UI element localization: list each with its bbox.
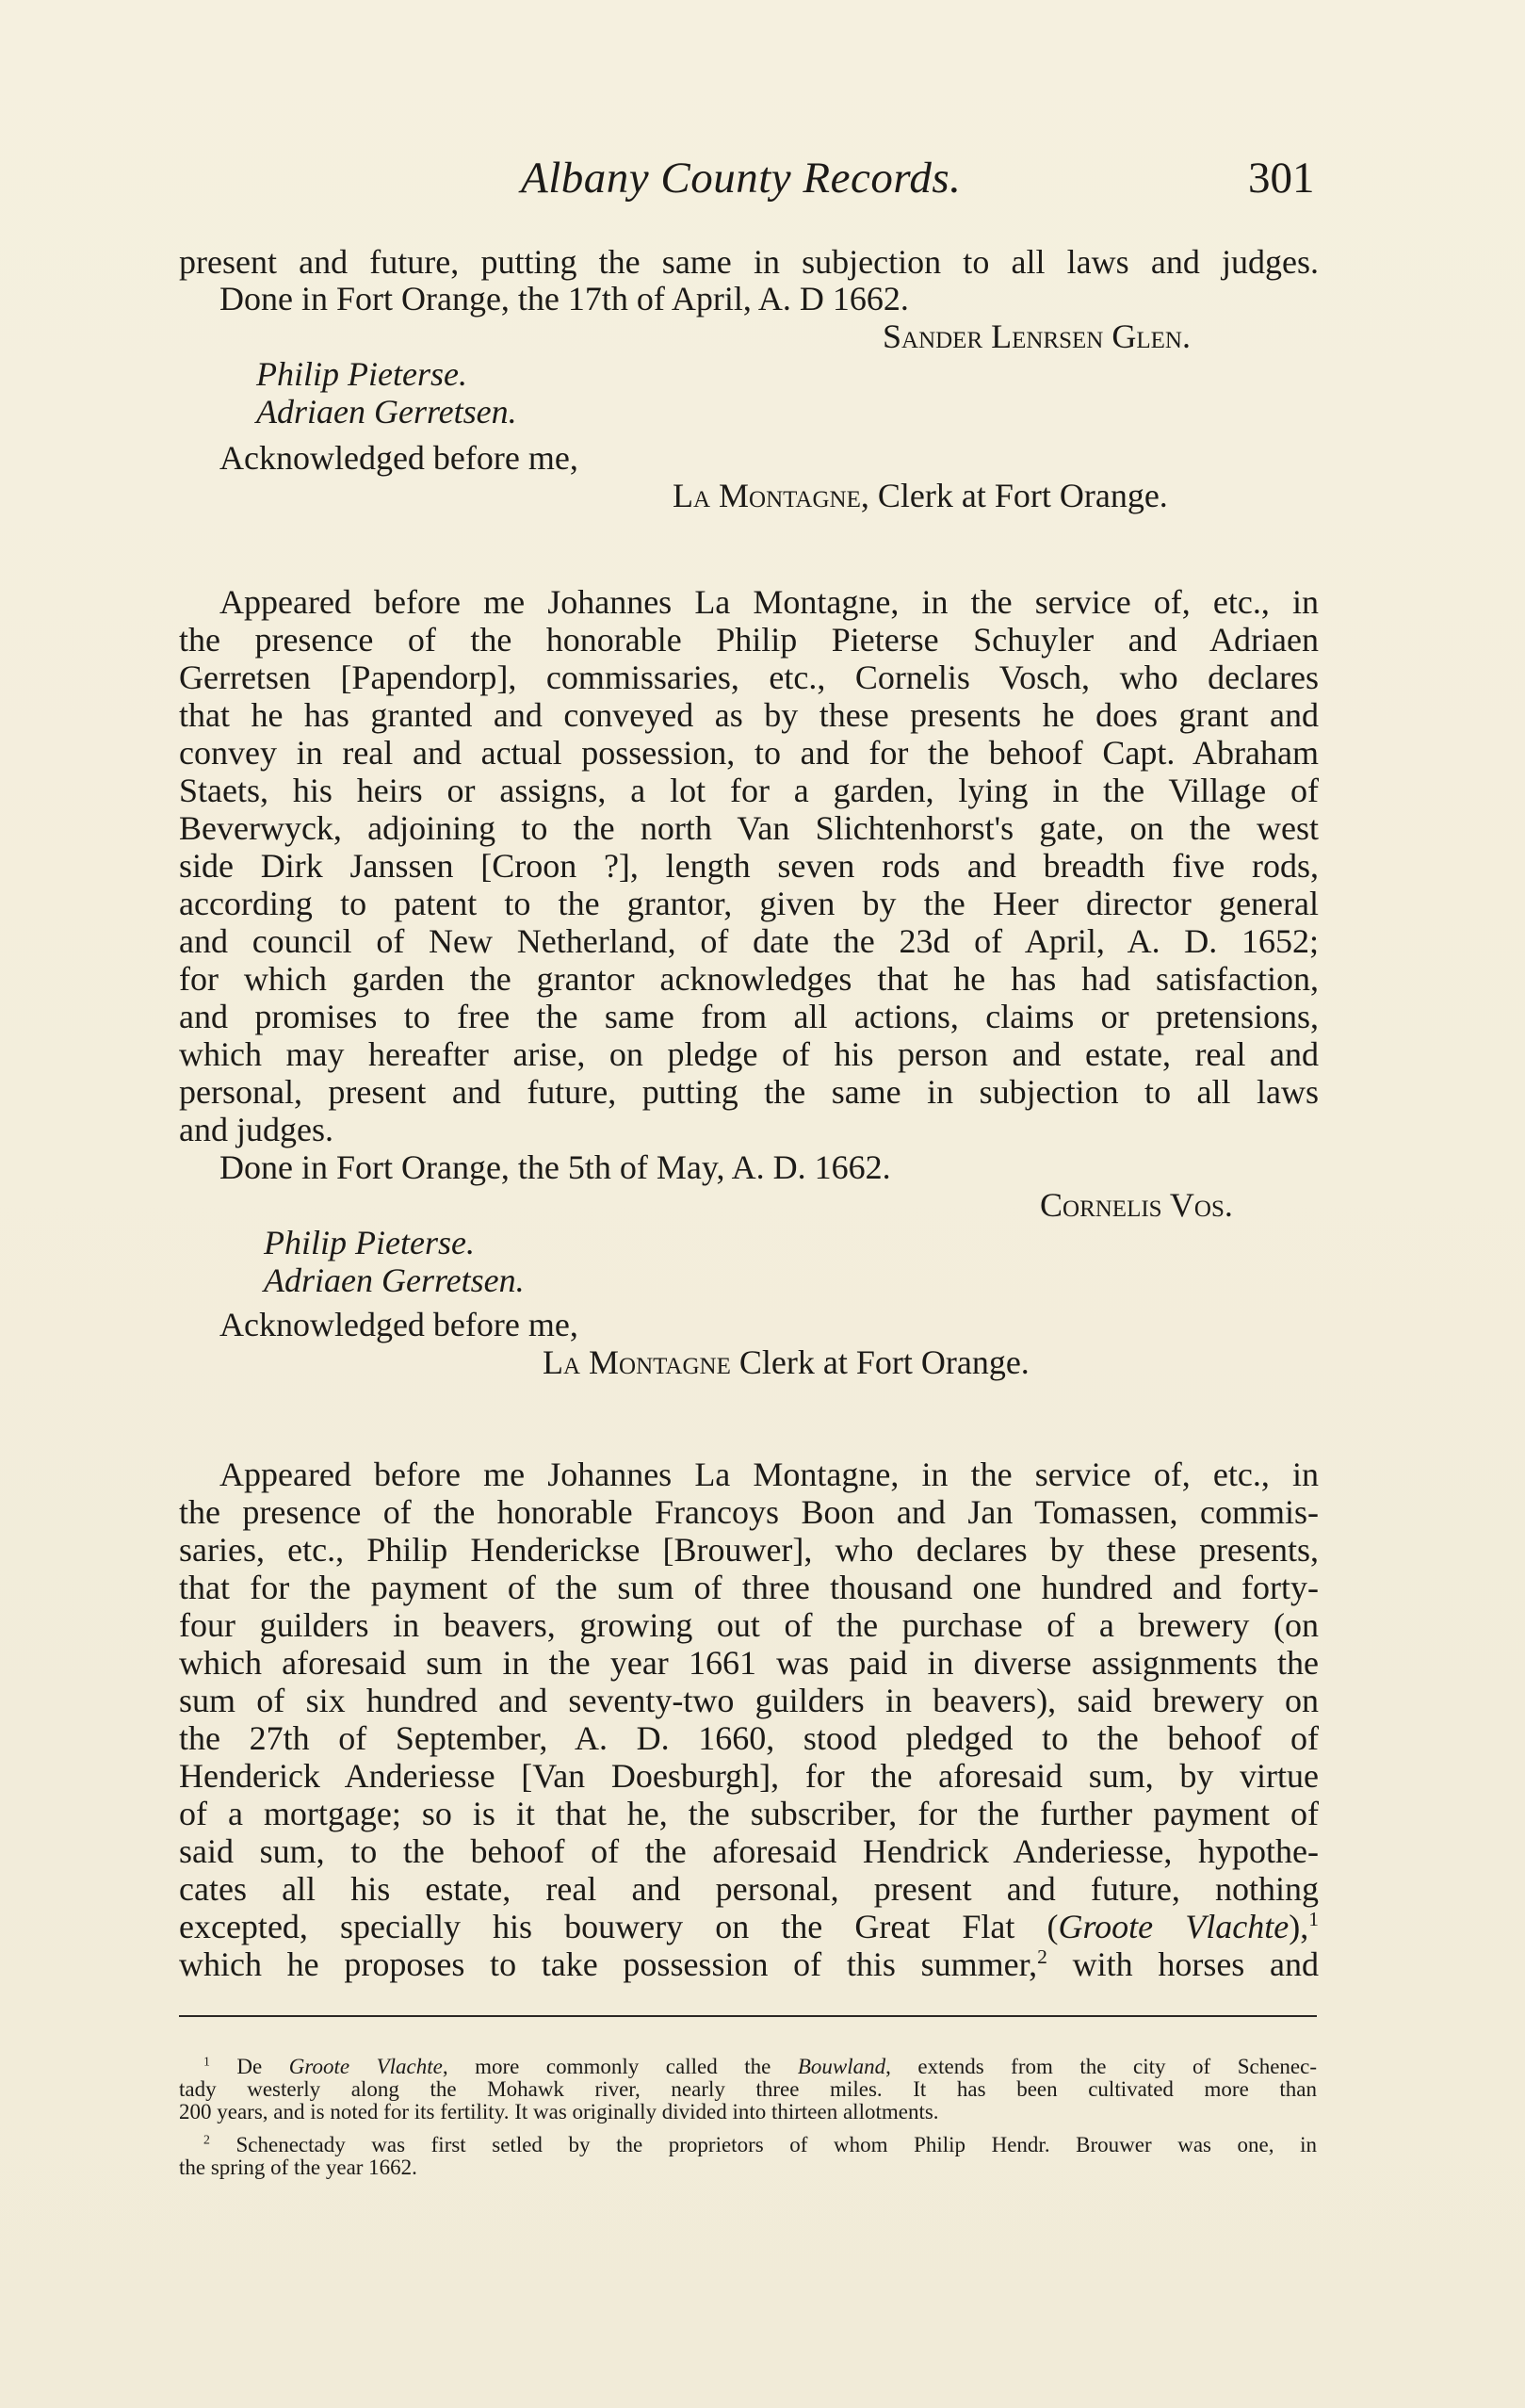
entry1-clerk (673, 477, 1168, 514)
entry2-line: Staets, his heirs or assigns, a lot for a garden, lying in the Village of (179, 772, 1319, 809)
footnote-1-line-2: tady westerly along the Mohawk river, nearly three miles. It has been cultivated more than (179, 2077, 1317, 2101)
entry2-line: and promises to free the same from all actions, claims or pretensions, (179, 998, 1319, 1035)
footnote-divider (179, 2015, 1317, 2017)
entry3-line: sum of six hundred and seventy-two guilders in beavers), said brewery on (179, 1682, 1319, 1719)
footnote-2-line-2: the spring of the year 1662. (179, 2156, 417, 2179)
entry1-signature: Sander Lenrsen Glen. (883, 317, 1191, 355)
entry3-line: of a mortgage; so is it that he, the subscriber, for the further payment of (179, 1795, 1319, 1832)
footnote-1-line-1 (179, 2056, 1317, 2078)
entry3-line: four guilders in beavers, growing out of the purchase of a brewery (on (179, 1606, 1319, 1644)
footnote-1-marker: 1 (203, 2054, 210, 2069)
entry2-line: for which garden the grantor acknowledges that he has had satisfaction, (179, 960, 1319, 998)
entry3-line14-text: which he proposes to take possession of this summer, (179, 1945, 1038, 1983)
footnote-ref-1: 1 (1308, 1908, 1319, 1930)
entry3-line13-text: excepted, specially his bouwery on the Great Flat ( (179, 1908, 1059, 1945)
footnote-1 (179, 2056, 1317, 2123)
entry3-line (179, 1908, 1319, 1945)
entry2-clerk (543, 1343, 1030, 1381)
footnote-ref-2: 2 (1037, 1945, 1047, 1968)
footnote-1-italic-2: Bouwland (797, 2055, 886, 2078)
footnote-1-text-c: , extends from the city of Schenec- (885, 2055, 1317, 2078)
entry3-line: the 27th of September, A. D. 1660, stood pledged to the behoof of (179, 1719, 1319, 1757)
entry2-line: the presence of the honorable Philip Pieterse Schuyler and Adriaen (179, 621, 1319, 659)
entry3-line: cates all his estate, real and personal, present and future, nothing (179, 1870, 1319, 1908)
footnote-2-text: Schenectady was first setled by the proprietors of whom Philip Hendr. Brouwer was one, in (209, 2133, 1317, 2156)
footnote-2-line-1 (179, 2134, 1317, 2156)
footnote-1-line-3: 200 years, and is noted for its fertility. It was originally divided into thirteen allotments. (179, 2100, 939, 2123)
entry1-done-line: Done in Fort Orange, the 17th of April, A. D 1662. (219, 280, 909, 317)
entry2-line: according to patent to the grantor, given by the Heer director general (179, 885, 1319, 922)
entry2-line: convey in real and actual possession, to and for the behoof Capt. Abraham (179, 734, 1319, 772)
entry3-line: the presence of the honorable Francoys Boon and Jan Tomassen, commis- (179, 1493, 1319, 1531)
entry2-signature: Cornelis Vos. (1040, 1186, 1233, 1224)
entry3-line (179, 1945, 1319, 1983)
entry2-line: personal, present and future, putting the same in subjection to all laws (179, 1073, 1319, 1111)
entry3-line13-close: ), (1289, 1908, 1309, 1945)
entry3-line: Henderick Anderiesse [Van Doesburgh], for the aforesaid sum, by virtue (179, 1757, 1319, 1795)
entry2-acknowledged: Acknowledged before me, (219, 1306, 578, 1343)
entry2-clerk-name: La Montagne (543, 1343, 731, 1381)
entry2-clerk-title: Clerk at Fort Orange. (730, 1343, 1030, 1381)
running-header-title: Albany County Records. (521, 154, 962, 203)
entry1-acknowledged: Acknowledged before me, (219, 439, 578, 477)
footnote-2-marker: 2 (203, 2132, 210, 2147)
page-number: 301 (1248, 154, 1315, 203)
entry2-witness-2: Adriaen Gerretsen. (264, 1261, 525, 1299)
entry3-line13-italic: Groote Vlachte (1058, 1908, 1290, 1945)
entry1-witness-2: Adriaen Gerretsen. (256, 393, 517, 431)
entry2-line: which may hereafter arise, on pledge of his person and estate, real and (179, 1035, 1319, 1073)
entry2-line: Beverwyck, adjoining to the north Van Slichtenhorst's gate, on the west (179, 809, 1319, 847)
footnote-2 (179, 2134, 1317, 2179)
entry1-line-1: present and future, putting the same in subjection to all laws and judges. (179, 243, 1319, 281)
footnote-1-italic-1: Groote Vlachte (288, 2055, 443, 2078)
entry2-done-line: Done in Fort Orange, the 5th of May, A. D. 1662. (219, 1148, 891, 1186)
entry2-witness-1: Philip Pieterse. (264, 1224, 475, 1261)
entry3-line: said sum, to the behoof of the aforesaid Hendrick Anderiesse, hypothe- (179, 1832, 1319, 1870)
footnote-1-text-b: , more commonly called the (442, 2055, 798, 2078)
entry2-line: Gerretsen [Papendorp], commissaries, etc., Cornelis Vosch, who declares (179, 659, 1319, 696)
entry3-line: that for the payment of the sum of three thousand one hundred and forty- (179, 1569, 1319, 1606)
entry1-clerk-title: Clerk at Fort Orange. (868, 477, 1168, 514)
entry2-line: Appeared before me Johannes La Montagne, in the service of, etc., in (219, 583, 1319, 621)
entry2-line: that he has granted and conveyed as by these presents he does grant and (179, 696, 1319, 734)
footnote-1-text-a: De (209, 2055, 289, 2078)
entry2-line: side Dirk Janssen [Croon ?], length seven rods and breadth five rods, (179, 847, 1319, 885)
entry3-line: saries, etc., Philip Henderickse [Brouwer], who declares by these presents, (179, 1531, 1319, 1569)
entry3-line: Appeared before me Johannes La Montagne, in the service of, etc., in (219, 1456, 1319, 1493)
entry1-witness-1: Philip Pieterse. (256, 355, 467, 393)
entry2-line: and council of New Netherland, of date the 23d of April, A. D. 1652; (179, 922, 1319, 960)
entry1-clerk-name: La Montagne, (673, 477, 869, 514)
entry2-line: and judges. (179, 1111, 333, 1148)
entry3-line: which aforesaid sum in the year 1661 was paid in diverse assignments the (179, 1644, 1319, 1682)
entry3-line14-end: with horses and (1046, 1945, 1320, 1983)
